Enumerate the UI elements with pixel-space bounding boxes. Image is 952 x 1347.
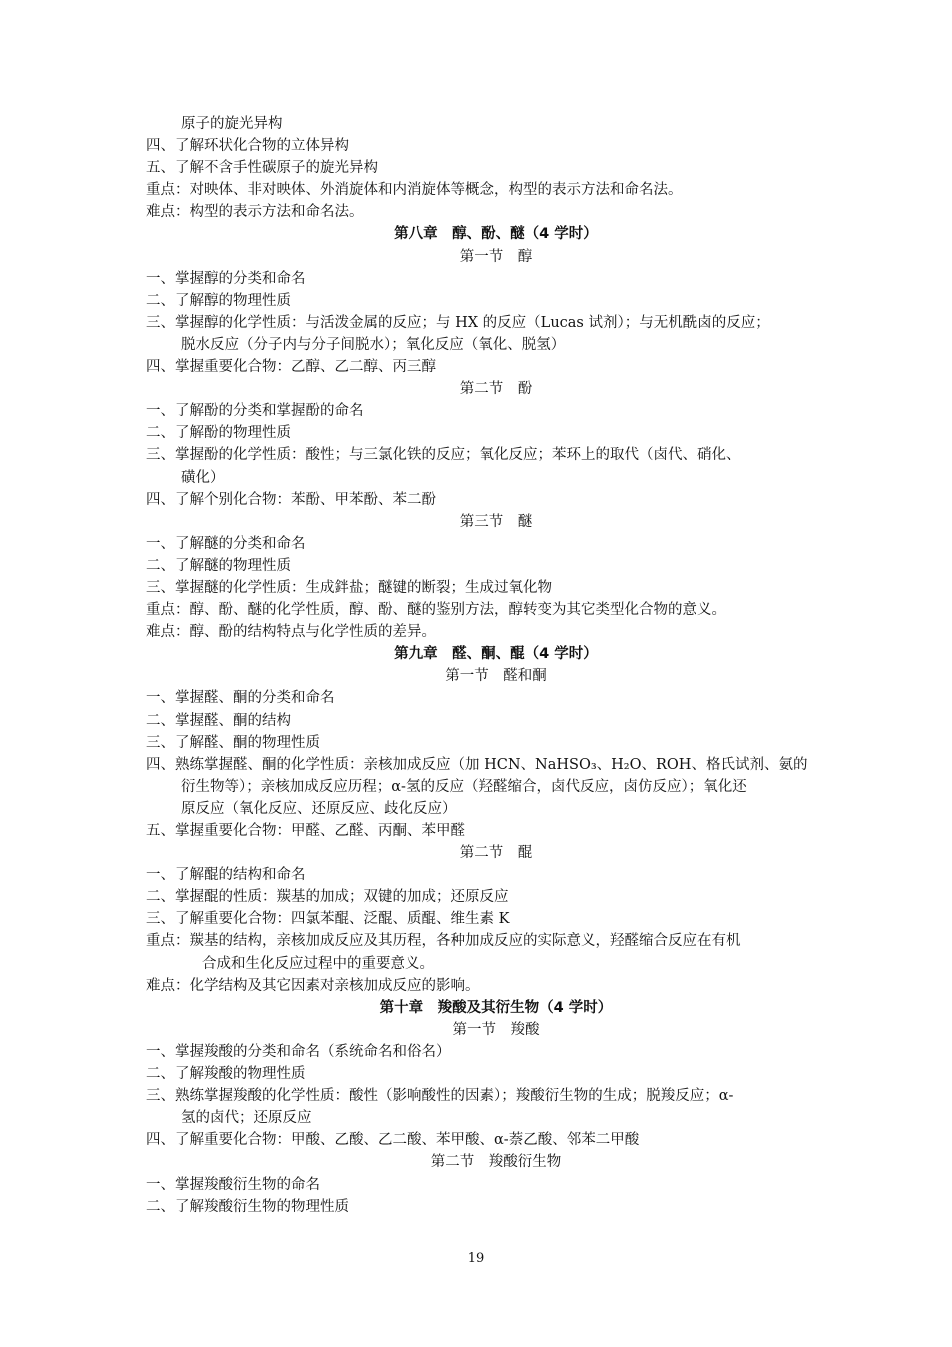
- text-line: 一、掌握羧酸的分类和命名（系统命名和俗名）: [146, 1043, 451, 1060]
- chapter-heading: 第八章 醇、酚、醚（4 学时）: [394, 226, 598, 243]
- text-line: 二、了解羧酸的物理性质: [146, 1066, 306, 1083]
- page-body: [146, 113, 846, 1218]
- text-line: 重点：羰基的结构，亲核加成反应及其历程，各种加成反应的实际意义，羟醛缩合反应在有机: [146, 933, 741, 950]
- text-line-continuation: 氢的卤代；还原反应: [181, 1110, 312, 1127]
- text-line: 一、了解醚的分类和命名: [146, 535, 306, 552]
- text-line: 一、掌握羧酸衍生物的命名: [146, 1176, 320, 1193]
- text-line: 原子的旋光异构: [181, 116, 283, 132]
- text-line: 重点：对映体、非对映体、外消旋体和内消旋体等概念，构型的表示方法和命名法。: [146, 182, 683, 199]
- text-line: 四、了解环状化合物的立体异构: [146, 138, 349, 155]
- section-heading: 第一节 羧酸: [452, 1021, 540, 1038]
- chapter-heading: 第九章 醛、酮、醌（4 学时）: [394, 646, 598, 663]
- text-line: 二、了解醚的物理性质: [146, 557, 291, 574]
- section-heading: 第一节 醛和酮: [445, 668, 547, 685]
- text-line: 四、熟练掌握醛、酮的化学性质：亲核加成反应（加 HCN、NaHSO₃、H₂O、ROH、格氏试剂、氨的: [146, 756, 808, 773]
- text-line-continuation: 原反应（氧化反应、还原反应、歧化反应）: [181, 800, 457, 817]
- section-heading: 第二节 酚: [459, 381, 533, 398]
- section-heading: 第一节 醇: [459, 248, 533, 265]
- text-line: 三、了解重要化合物：四氯苯醌、泛醌、质醌、维生素 K: [146, 911, 510, 928]
- text-line: 二、了解羧酸衍生物的物理性质: [146, 1198, 349, 1215]
- text-line-continuation: 脱水反应（分子内与分子间脱水）；氧化反应（氧化、脱氢）: [181, 336, 566, 353]
- text-line: 四、了解重要化合物：甲酸、乙酸、乙二酸、苯甲酸、α-萘乙酸、邻苯二甲酸: [146, 1132, 640, 1149]
- text-line: 难点：化学结构及其它因素对亲核加成反应的影响。: [146, 977, 480, 994]
- page-number: 19: [467, 1251, 485, 1266]
- text-line: 三、掌握醚的化学性质：生成鉡盐；醚键的断裂；生成过氧化物: [146, 579, 552, 596]
- text-line: 一、了解醌的结构和命名: [146, 867, 306, 884]
- text-line: 五、了解不含手性碳原子的旋光异构: [146, 160, 378, 177]
- text-line: 重点：醇、酚、醚的化学性质，醇、酚、醚的鉴别方法，醇转变为其它类型化合物的意义。: [146, 602, 726, 619]
- chapter-heading: 第十章 羧酸及其衍生物（4 学时）: [379, 999, 613, 1016]
- text-line: 四、了解个别化合物：苯酚、甲苯酚、苯二酚: [146, 491, 436, 508]
- text-line: 一、掌握醇的分类和命名: [146, 270, 306, 287]
- text-line: 四、掌握重要化合物：乙醇、乙二醇、丙三醇: [146, 359, 436, 376]
- text-line: 二、了解酚的物理性质: [146, 425, 291, 442]
- text-line: 三、熟练掌握羧酸的化学性质：酸性（影响酸性的因素）；羧酸衍生物的生成；脱羧反应；α-: [146, 1088, 734, 1105]
- section-heading: 第二节 羧酸衍生物: [430, 1154, 562, 1171]
- text-line: 难点：醇、酚的结构特点与化学性质的差异。: [146, 624, 436, 641]
- text-line: 二、掌握醛、酮的结构: [146, 712, 291, 729]
- text-line: 三、掌握醇的化学性质：与活泼金属的反应；与 HX 的反应（Lucas 试剂）；与无机酰卤的反应；: [146, 314, 770, 331]
- text-line: 二、掌握醌的性质：羰基的加成；双键的加成；还原反应: [146, 889, 509, 906]
- text-line: 三、了解醛、酮的物理性质: [146, 734, 320, 751]
- text-line-continuation: 衍生物等）；亲核加成反应历程；α-氢的反应（羟醛缩合，卤代反应，卤仿反应）；氧化还: [181, 778, 747, 795]
- text-line: 一、了解酚的分类和掌握酚的命名: [146, 403, 364, 420]
- section-heading: 第二节 醌: [459, 845, 533, 862]
- section-heading: 第三节 醚: [459, 513, 533, 530]
- text-line: 一、掌握醛、酮的分类和命名: [146, 690, 335, 707]
- text-line: 难点：构型的表示方法和命名法。: [146, 204, 364, 221]
- text-line-continuation: 磺化）: [181, 469, 225, 486]
- text-line: 五、掌握重要化合物：甲醛、乙醛、丙酮、苯甲醛: [146, 823, 465, 839]
- text-line-continuation: 合成和生化反应过程中的重要意义。: [202, 955, 434, 972]
- text-line: 三、掌握酚的化学性质：酸性；与三氯化铁的反应；氧化反应；苯环上的取代（卤代、硝化、: [146, 447, 741, 464]
- text-line: 二、了解醇的物理性质: [146, 292, 291, 309]
